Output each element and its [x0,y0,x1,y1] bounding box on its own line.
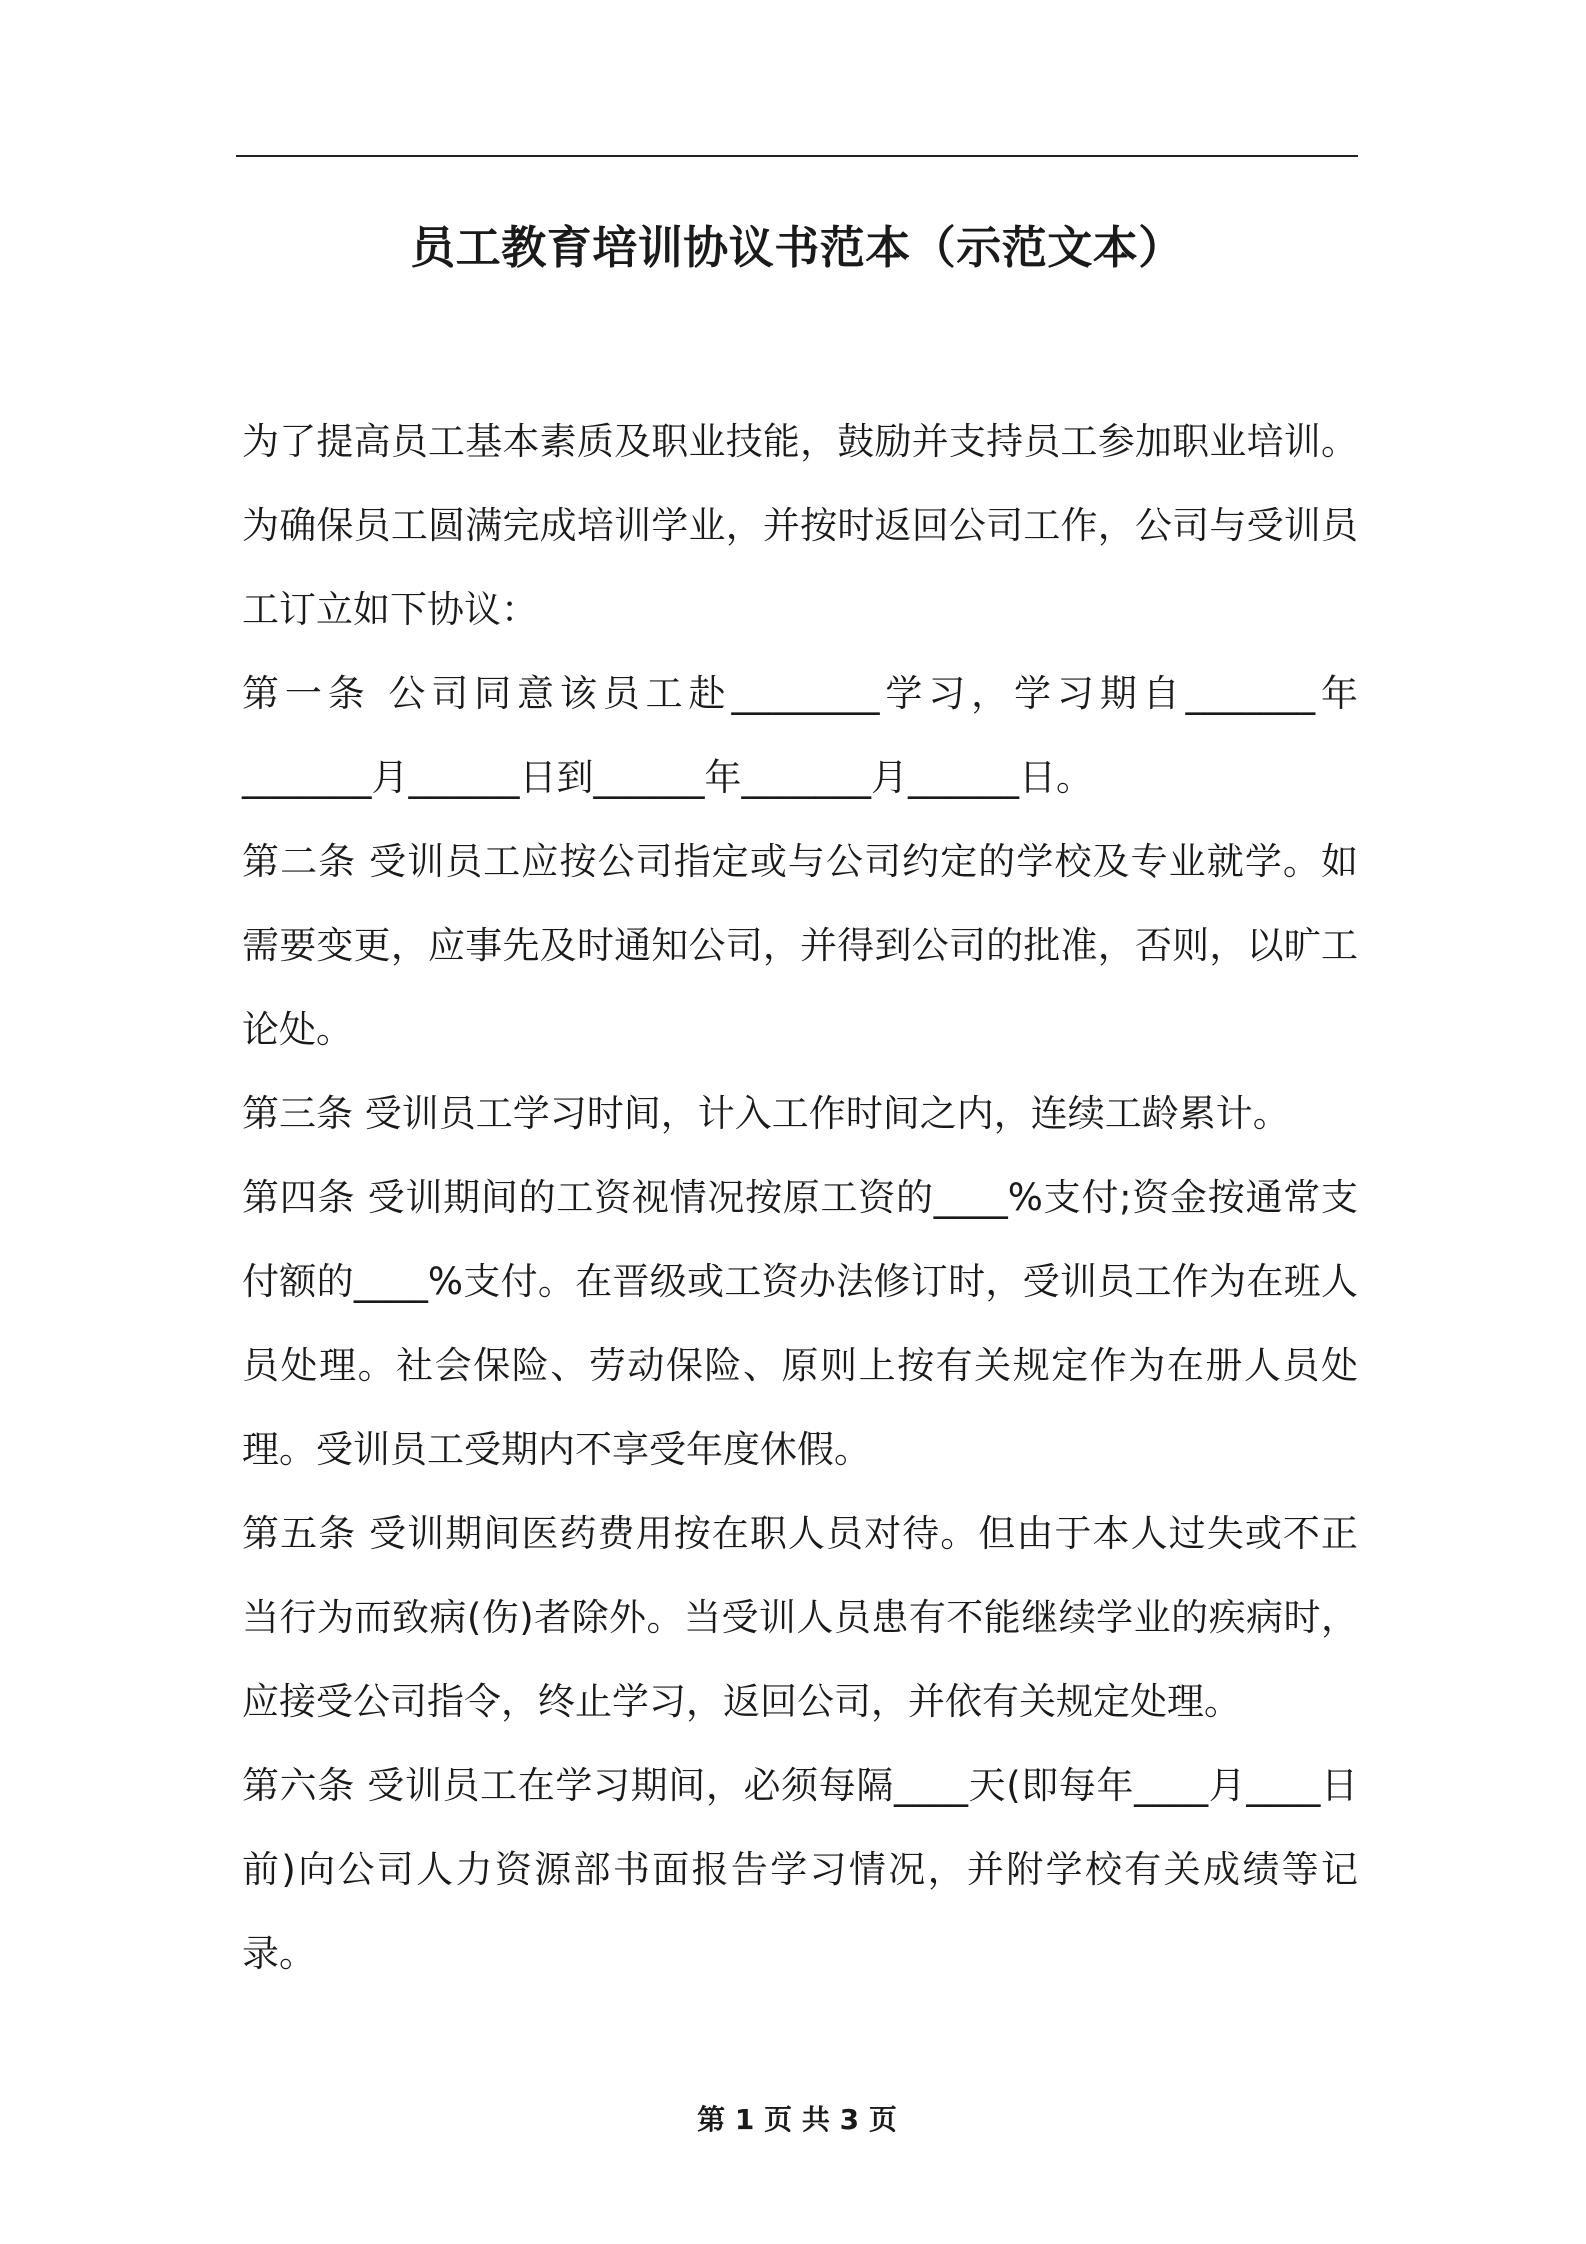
article-1: 第一条 公司同意该员工赴________学习，学习期自_______年_______月______日到______年_______月______日。 [242,672,1358,799]
article-4: 第四条 受训期间的工资视情况按原工资的____%支付;资金按通常支付额的____%支付。在晋级或工资办法修订时，受训员工作为在班人员处理。社会保险、劳动保险、原则上按有关规定作为在册人员处理。受训员工受期内不享受年度休假。 [242,1176,1358,1471]
article-6: 第六条 受训员工在学习期间，必须每隔____天(即每年____月____日前)向公司人力资源部书面报告学习情况，并附学校有关成绩等记录。 [242,1764,1358,1975]
page-number-footer: 第 1 页 共 3 页 [697,2103,897,2136]
intro-paragraph: 为了提高员工基本素质及职业技能，鼓励并支持员工参加职业培训。为确保员工圆满完成培训学业，并按时返回公司工作，公司与受训员工订立如下协议： [242,420,1358,631]
document-body [242,400,1358,1996]
article-5: 第五条 受训期间医药费用按在职人员对待。但由于本人过失或不正当行为而致病(伤)者除外。当受训人员患有不能继续学业的疾病时，应接受公司指令，终止学习，返回公司，并依有关规定处理。 [242,1512,1358,1723]
article-3: 第三条 受训员工学习时间，计入工作时间之内，连续工龄累计。 [242,1092,1290,1135]
header-rule [236,155,1358,157]
document-title: 员工教育培训协议书范本（示范文本） [410,221,1184,274]
article-2: 第二条 受训员工应按公司指定或与公司约定的学校及专业就学。如需要变更，应事先及时通知公司，并得到公司的批准，否则，以旷工论处。 [242,840,1358,1051]
